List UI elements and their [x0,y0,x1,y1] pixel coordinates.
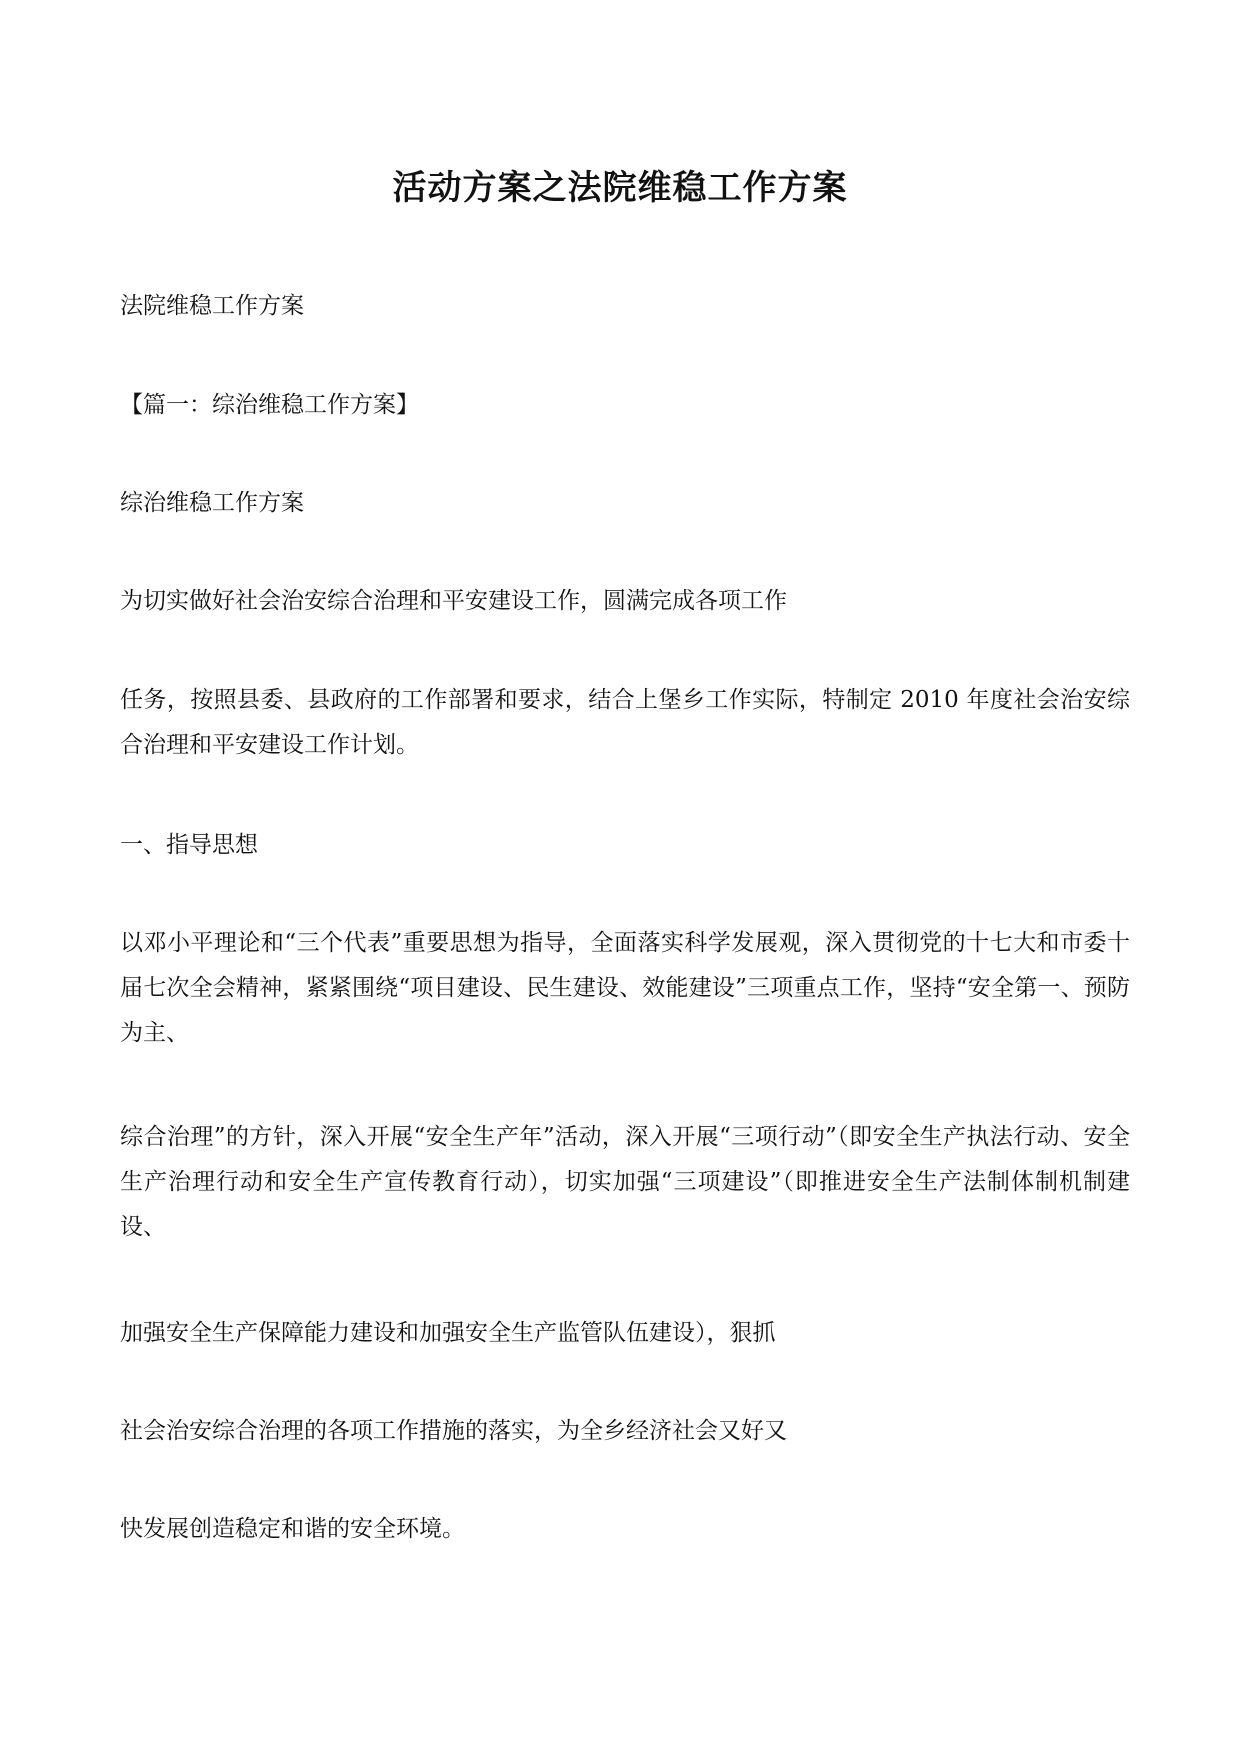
paragraph-section-head: 【篇一：综治维稳工作方案】 [120,392,419,418]
heading-guiding-thought: 一、指导思想 [120,832,258,858]
paragraph-guiding-4: 社会治安综合治理的各项工作措施的落实，为全乡经济社会又好又 [120,1418,787,1444]
paragraph-intro: 为切实做好社会治安综合治理和平安建设工作，圆满完成各项工作 [120,588,787,614]
paragraph-guiding-5: 快发展创造稳定和谐的安全环境。 [120,1516,465,1542]
paragraph-subtitle: 法院维稳工作方案 [120,293,304,319]
paragraph-guiding-2: 综合治理”的方针，深入开展“安全生产年”活动，深入开展“三项行动”（即安全生产执法行动、安全生产治理行动和安全生产宣传教育行动），切实加强“三项建设”（即推进安全生产法制体制机制建设、 [120,1124,1130,1240]
paragraph-plan-name: 综治维稳工作方案 [120,490,304,516]
paragraph-task: 任务，按照县委、县政府的工作部署和要求，结合上堡乡工作实际，特制定 2010 年度社会治安综合治理和平安建设工作计划。 [120,687,1130,758]
paragraph-guiding-1: 以邓小平理论和“三个代表”重要思想为指导，全面落实科学发展观，深入贯彻党的十七大和市委十届七次全会精神，紧紧围绕“项目建设、民生建设、效能建设”三项重点工作，坚持“安全第一、预防为主、 [120,930,1130,1046]
paragraph-guiding-3: 加强安全生产保障能力建设和加强安全生产监管队伍建设），狠抓 [120,1320,776,1346]
document-title: 活动方案之法院维稳工作方案 [392,168,848,208]
